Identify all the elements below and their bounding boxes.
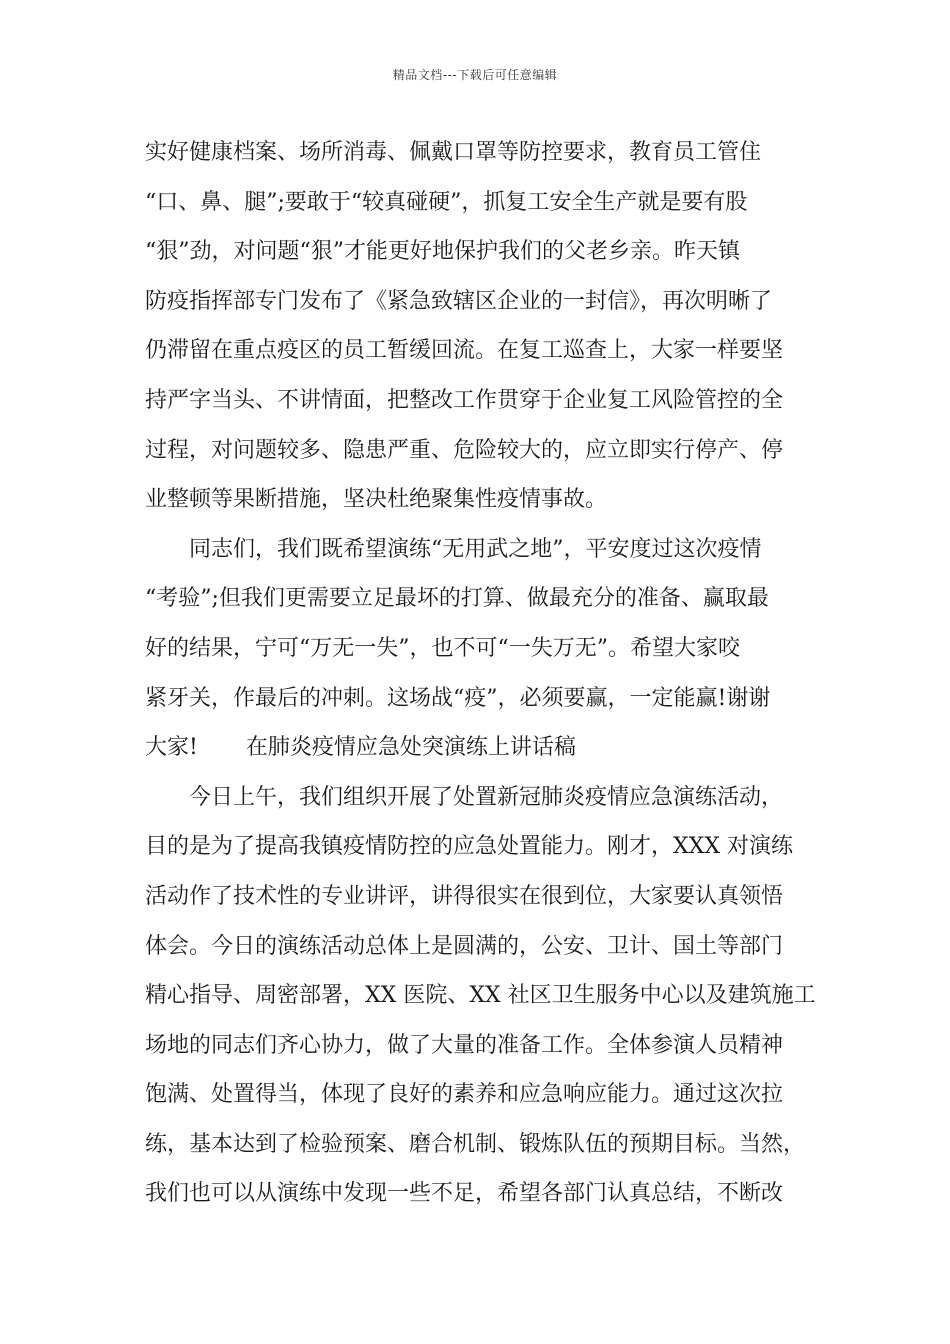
body-line: 体会。今日的演练活动总体上是圆满的，公安、卫计、国土等部门 [145,933,784,959]
body-line: 防疫指挥部专门发布了《紧急致辖区企业的一封信》，再次明晰了 [145,288,773,314]
body-line: 场地的同志们齐心协力，做了大量的准备工作。全体参演人员精神 [145,1032,784,1058]
body-line: 持严字当头、不讲情面，把整改工作贯穿于企业复工风险管控的全 [145,387,784,413]
body-line: 实好健康档案、场所消毒、佩戴口罩等防控要求，教育员工管住 [145,140,762,165]
body-line-with-title [145,723,825,773]
document-body [145,128,825,1219]
body-line: “口、鼻、腿”;要敢于“较真碰硬”，抓复工安全生产就是要有股 [145,189,748,215]
body-line: 目的是为了提高我镇疫情防控的应急处置能力。刚才，XXX 对演练 [145,834,793,860]
body-line: 仍滞留在重点疫区的员工暂缓回流。在复工巡查上，大家一样要坚 [145,338,784,364]
closing-text: 大家! [145,735,198,761]
body-line: 业整顿等果断措施，坚决杜绝聚集性疫情事故。 [145,487,608,513]
body-line-paragraph-start: 同志们，我们既希望演练“无用武之地”，平安度过这次疫情 [189,536,762,562]
body-line: “狠”劲，对问题“狠”才能更好地保护我们的父老乡亲。昨天镇 [145,239,740,265]
body-line: 过程，对问题较多、隐患严重、危险较大的，应立即实行停产、停 [145,437,784,463]
body-line: 精心指导、周密部署，XX 医院、XX 社区卫生服务中心以及建筑施工 [145,983,816,1009]
body-line: 紧牙关，作最后的冲刺。这场战“疫”，必须要赢，一定能赢!谢谢 [145,685,771,711]
body-line: “考验”;但我们更需要立足最坏的打算、做最充分的准备、赢取最 [145,586,769,612]
body-line: 好的结果，宁可“万无一失”，也不可“一失万无”。希望大家咬 [145,635,740,661]
body-line: 我们也可以从演练中发现一些不足，希望各部门认真总结，不断改 [145,1181,784,1207]
body-line: 活动作了技术性的专业讲评，讲得很实在很到位，大家要认真领悟 [145,883,784,909]
body-line: 练，基本达到了检验预案、磨合机制、锻炼队伍的预期目标。当然， [145,1131,806,1157]
page-header: 精品文档---下载后可任意编辑 [392,68,558,82]
section-title: 在肺炎疫情应急处突演练上讲话稿 [245,735,576,761]
body-line-paragraph-start: 今日上午，我们组织开展了处置新冠肺炎疫情应急演练活动， [189,784,784,810]
body-line: 饱满、处置得当，体现了良好的素养和应急响应能力。通过这次拉 [145,1082,784,1108]
